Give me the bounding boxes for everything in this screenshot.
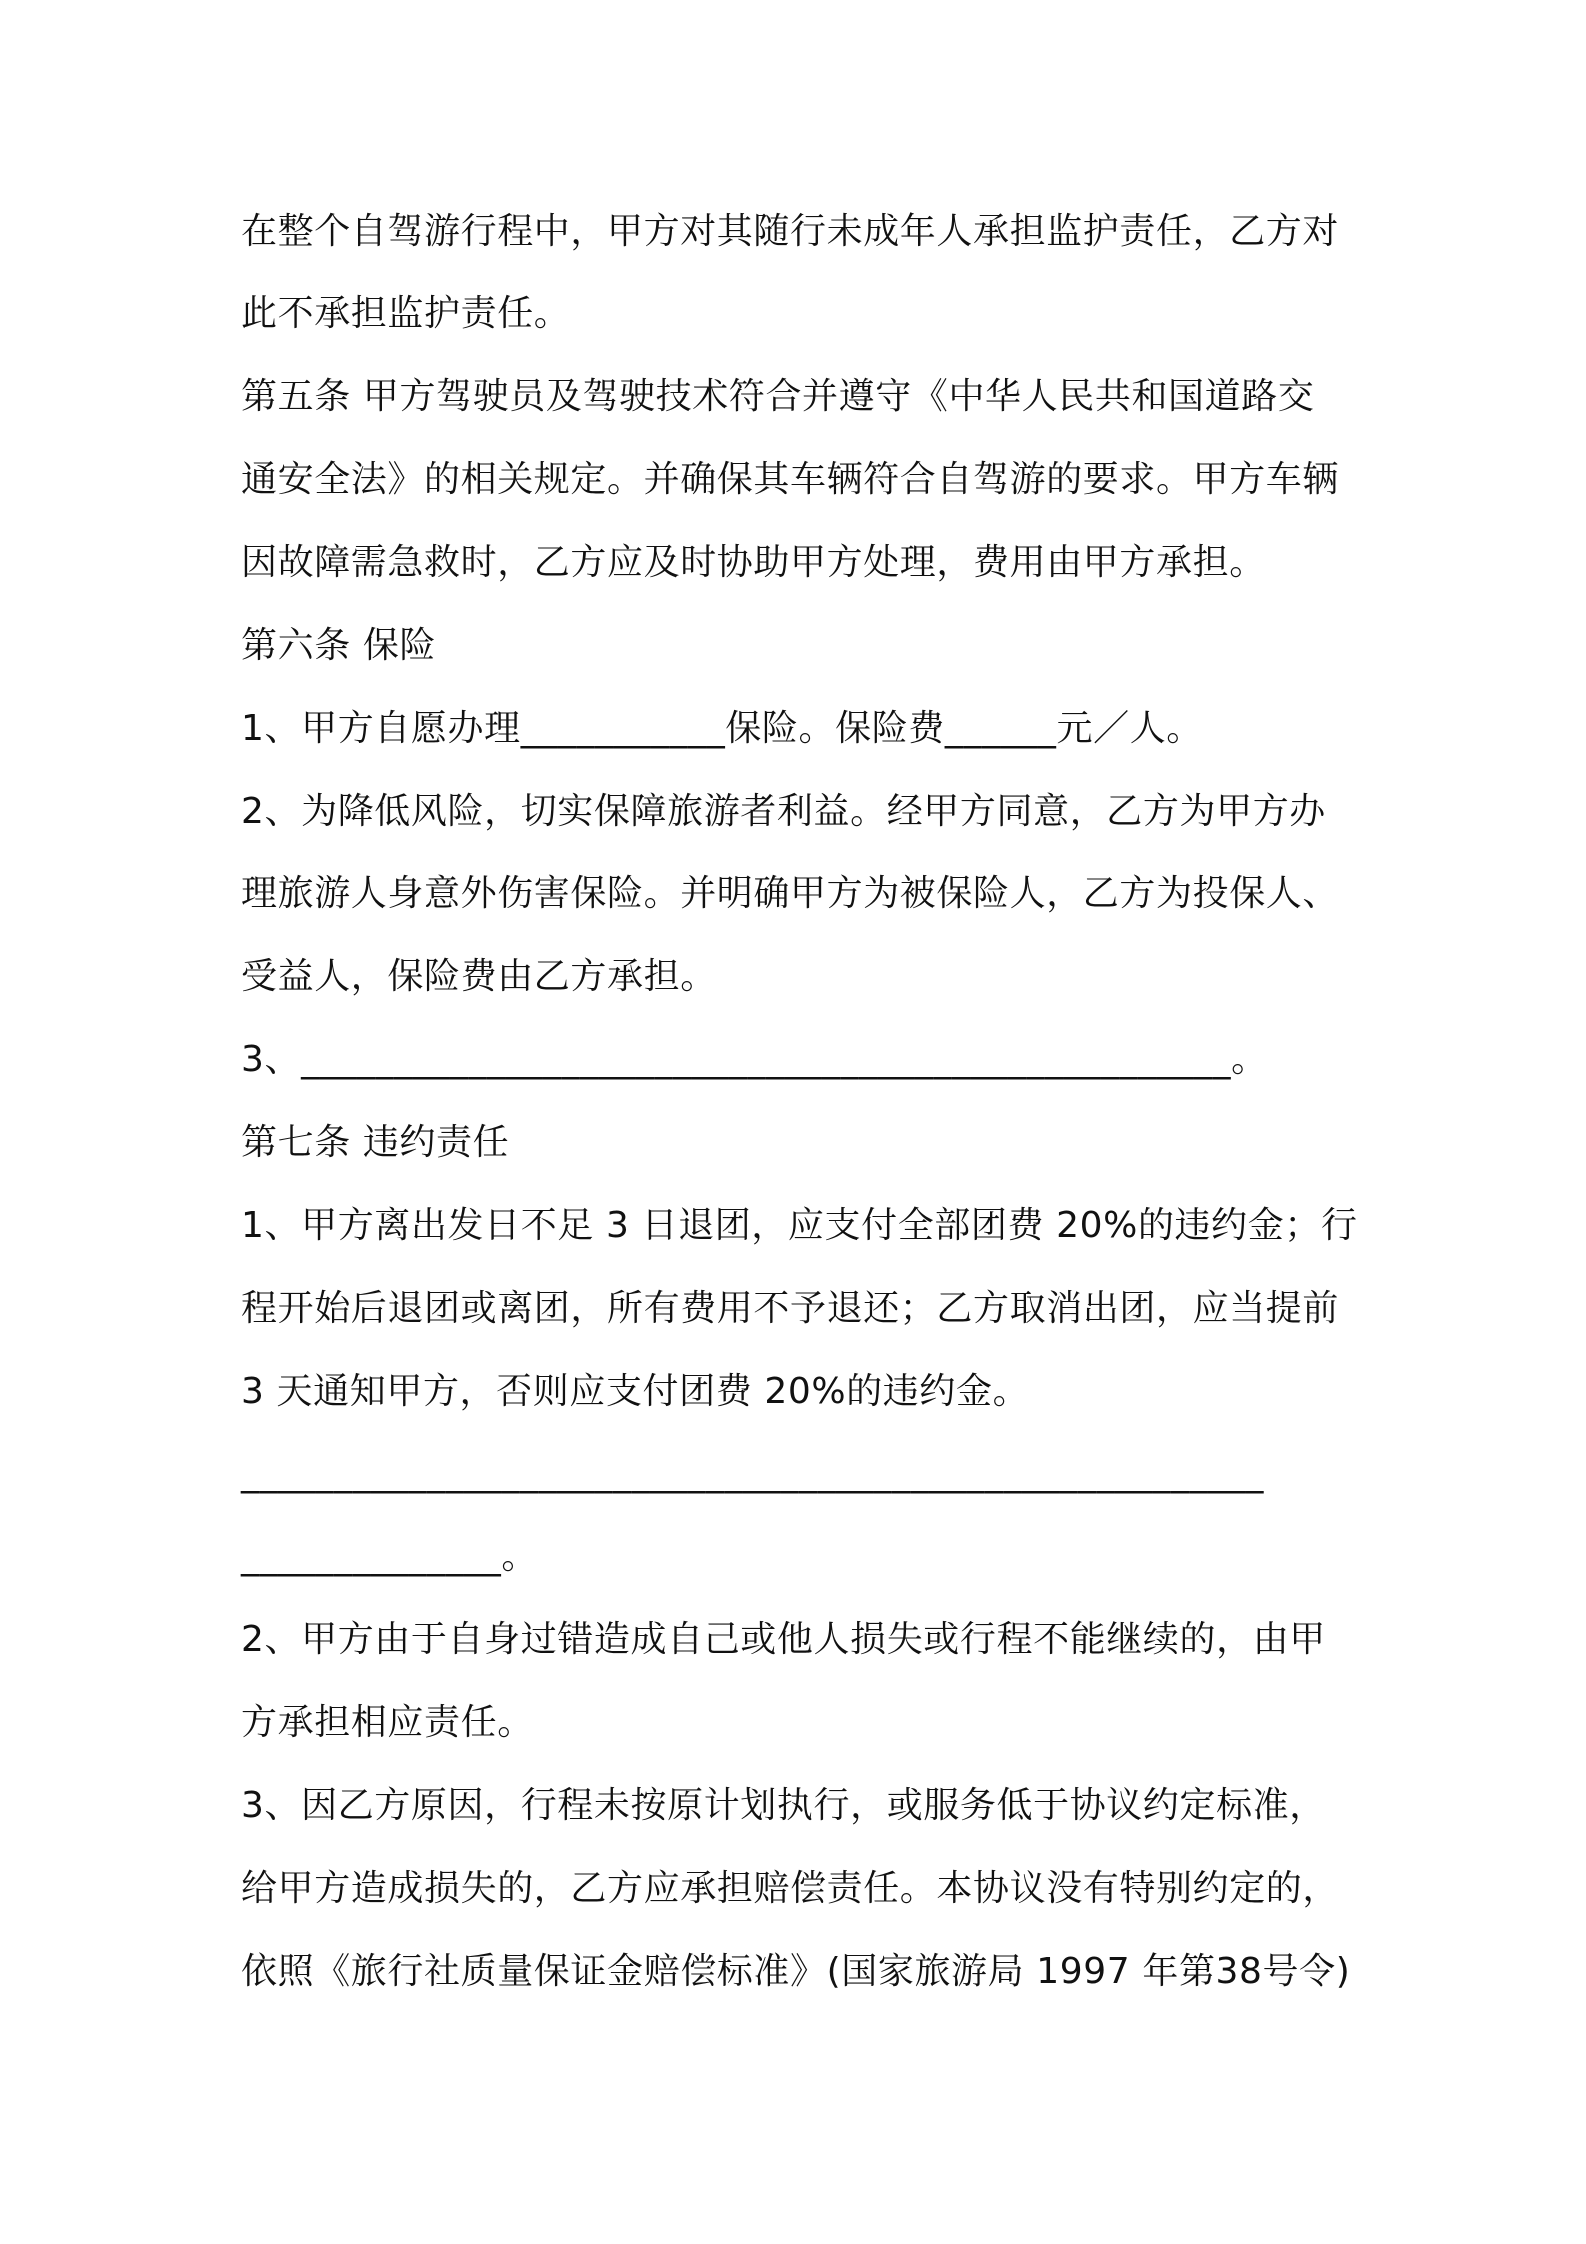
text-line: 3 天通知甲方，否则应支付团费 20%的违约金。 [241,1371,1030,1412]
clause-line: 1、甲方自愿办理___________保险。保险费______元／人。 [241,708,1203,749]
clause-line: 2、甲方由于自身过错造成自己或他人损失或行程不能继续的，由甲 [241,1619,1326,1660]
clause-line: 3、__________________________________________________。 [241,1039,1268,1080]
text-line: 依照《旅行社质量保证金赔偿标准》(国家旅游局 1997 年第38号令) [241,1951,1351,1992]
text-line: 通安全法》的相关规定。并确保其车辆符合自驾游的要求。甲方车辆 [241,459,1340,500]
text-line: 在整个自驾游行程中，甲方对其随行未成年人承担监护责任，乙方对 [241,211,1340,252]
blank-line: _______________________________________________________ [241,1453,1264,1494]
text-line: 受益人，保险费由乙方承担。 [241,956,717,997]
text-line: 此不承担监护责任。 [241,293,571,334]
clause-line: 3、因乙方原因，行程未按原计划执行，或服务低于协议约定标准， [241,1785,1326,1826]
article-5-heading-line: 第五条 甲方驾驶员及驾驶技术符合并遵守《中华人民共和国道路交 [241,376,1315,417]
text-line: 程开始后退团或离团，所有费用不予退还；乙方取消出团，应当提前 [241,1288,1340,1329]
article-7-heading: 第七条 违约责任 [241,1122,510,1163]
text-line: 方承担相应责任。 [241,1702,534,1743]
clause-line: 2、为降低风险，切实保障旅游者利益。经甲方同意，乙方为甲方办 [241,791,1326,832]
blank-line: ______________。 [241,1536,538,1577]
clause-line: 1、甲方离出发日不足 3 日退团，应支付全部团费 20%的违约金；行 [241,1205,1358,1246]
text-line: 给甲方造成损失的，乙方应承担赔偿责任。本协议没有特别约定的， [241,1868,1340,1909]
text-line: 理旅游人身意外伤害保险。并明确甲方为被保险人，乙方为投保人、 [241,873,1340,914]
article-6-heading: 第六条 保险 [241,625,437,666]
text-line: 因故障需急救时，乙方应及时协助甲方处理，费用由甲方承担。 [241,542,1266,583]
